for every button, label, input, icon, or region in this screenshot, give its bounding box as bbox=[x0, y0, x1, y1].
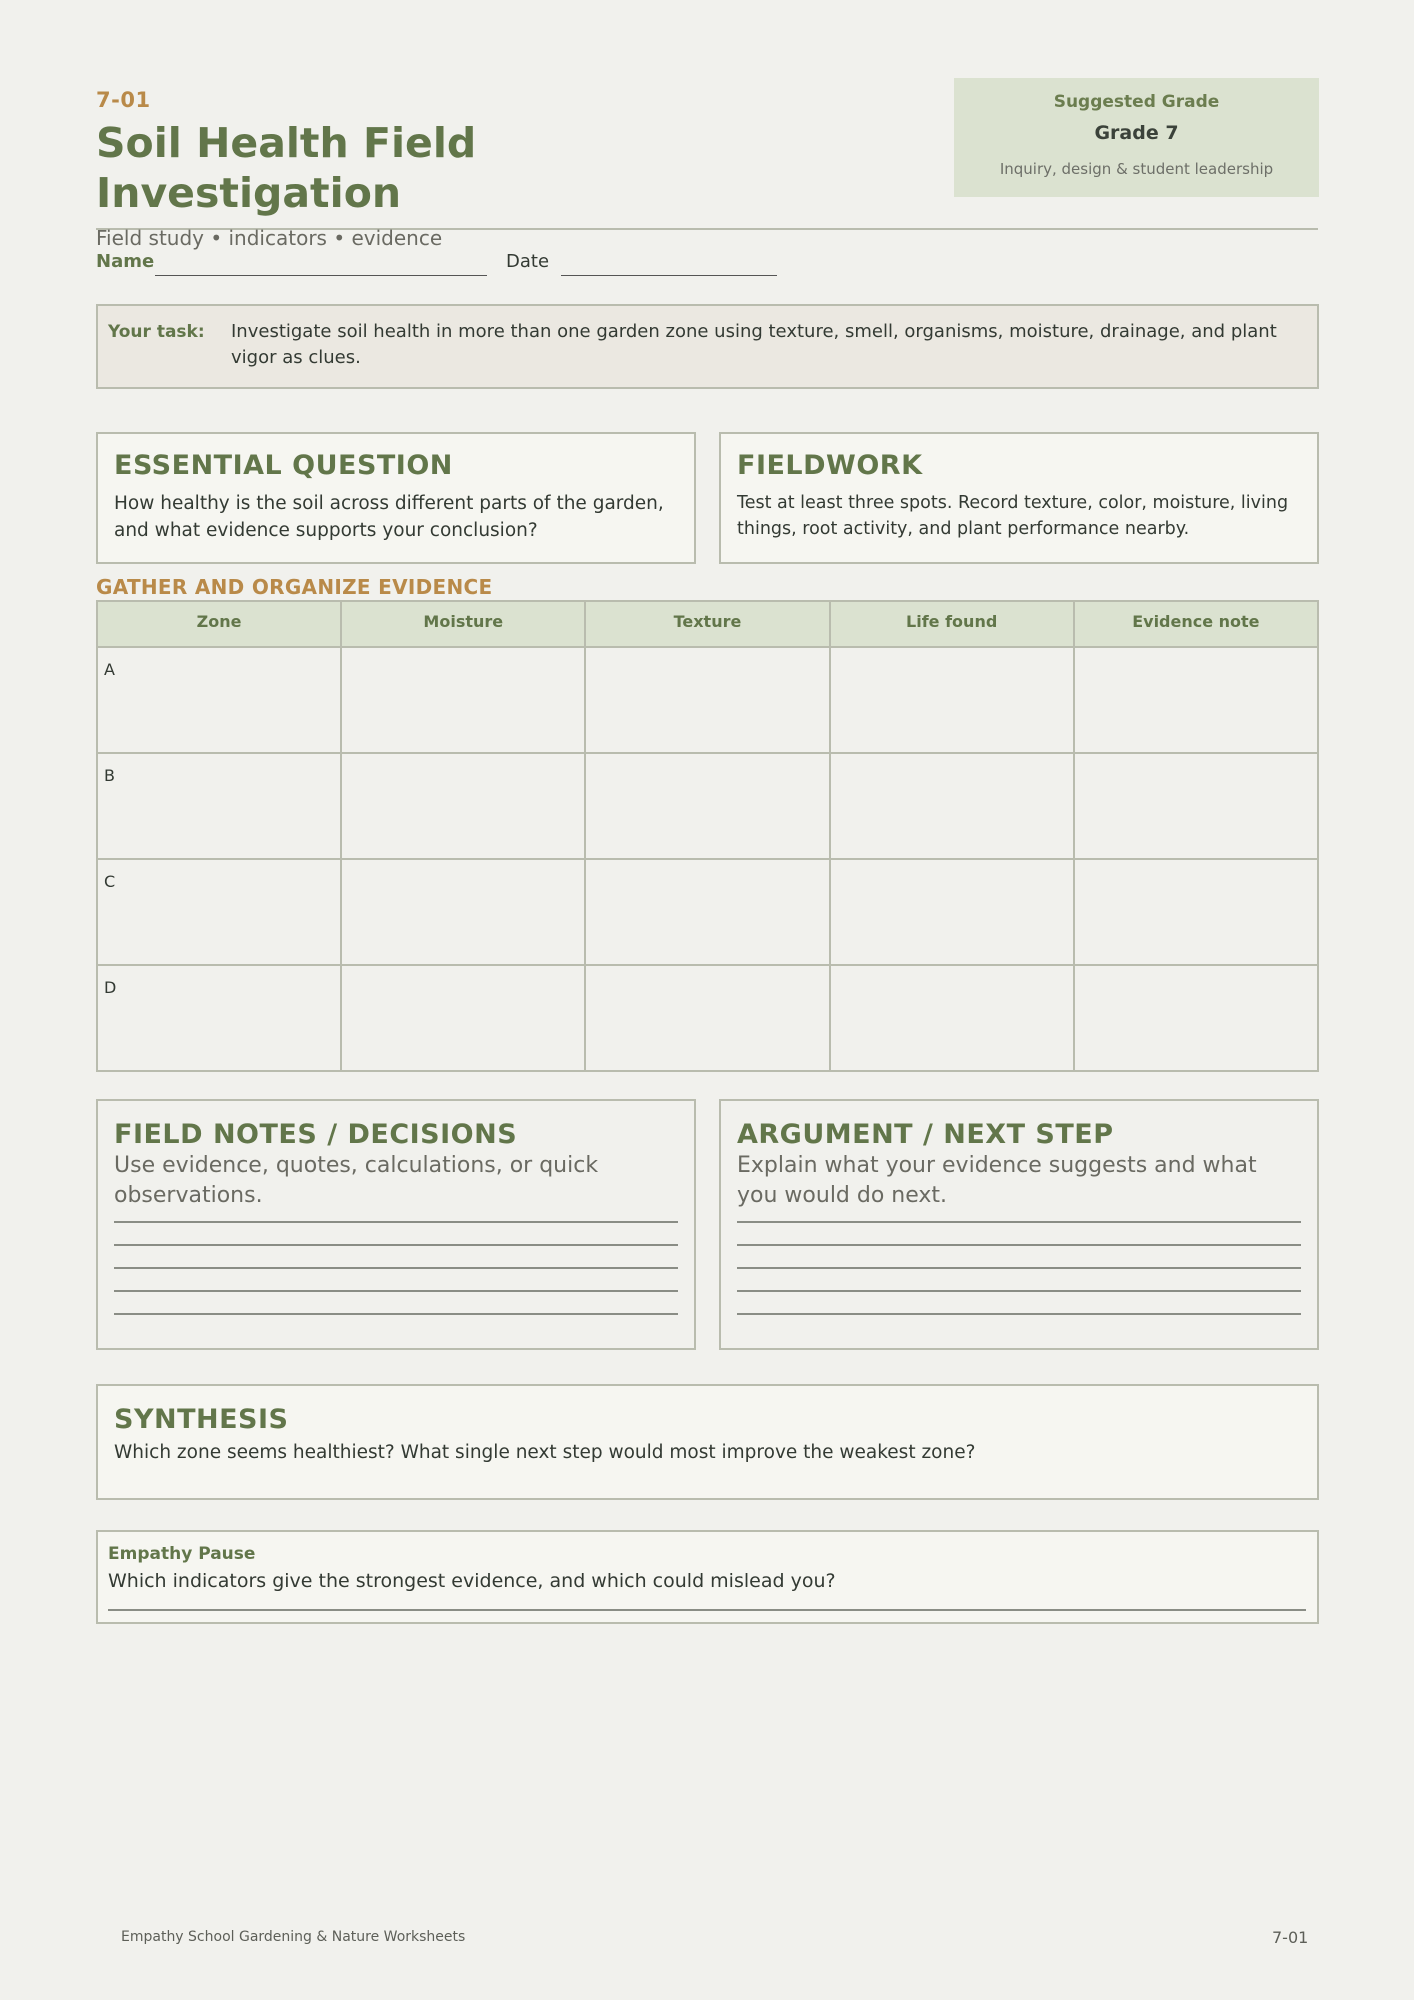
life-found-cell[interactable] bbox=[830, 753, 1074, 859]
texture-cell[interactable] bbox=[585, 859, 829, 965]
life-found-cell[interactable] bbox=[830, 965, 1074, 1071]
writing-line[interactable] bbox=[737, 1244, 1301, 1246]
writing-line[interactable] bbox=[737, 1267, 1301, 1269]
empathy-pause-text: Which indicators give the strongest evidence, and which could mislead you? bbox=[108, 1570, 836, 1592]
writing-line[interactable] bbox=[108, 1609, 1306, 1611]
suggested-grade-box bbox=[954, 78, 1319, 197]
page-subtitle: Field study • indicators • evidence bbox=[96, 226, 443, 250]
footer-publisher: Empathy School Gardening & Nature Worksheets bbox=[121, 1929, 466, 1945]
date-label: Date bbox=[506, 251, 550, 272]
evidence-table-header bbox=[97, 601, 1318, 647]
evidence-note-cell[interactable] bbox=[1074, 965, 1318, 1071]
writing-line[interactable] bbox=[114, 1267, 678, 1269]
moisture-cell[interactable] bbox=[341, 753, 585, 859]
empathy-pause-card bbox=[96, 1530, 1319, 1624]
texture-cell[interactable] bbox=[585, 753, 829, 859]
column-header-evidence-note: Evidence note bbox=[1074, 601, 1318, 647]
writing-line[interactable] bbox=[737, 1221, 1301, 1223]
argument-prompt: Explain what your evidence suggests and what you would do next. bbox=[737, 1153, 1257, 1208]
fieldwork-text: Test at least three spots. Record texture, color, moisture, living things, root activity, and plant performance nearby. bbox=[737, 493, 1289, 539]
zone-cell: C bbox=[97, 859, 341, 965]
zone-cell: A bbox=[97, 647, 341, 753]
writing-line[interactable] bbox=[114, 1244, 678, 1246]
moisture-cell[interactable] bbox=[341, 647, 585, 753]
column-header-texture: Texture bbox=[585, 601, 829, 647]
synthesis-title: SYNTHESIS bbox=[114, 1404, 289, 1435]
moisture-cell[interactable] bbox=[341, 859, 585, 965]
column-header-life-found: Life found bbox=[830, 601, 1074, 647]
column-header-moisture: Moisture bbox=[341, 601, 585, 647]
page-title: Soil Health Field Investigation bbox=[96, 119, 477, 217]
grade-label: Suggested Grade bbox=[1053, 92, 1220, 112]
argument-card bbox=[719, 1099, 1319, 1350]
zone-cell: B bbox=[97, 753, 341, 859]
task-label: Your task: bbox=[108, 322, 205, 342]
essential-question-card bbox=[96, 432, 696, 564]
life-found-cell[interactable] bbox=[830, 647, 1074, 753]
evidence-heading: GATHER AND ORGANIZE EVIDENCE bbox=[96, 575, 493, 599]
writing-line[interactable] bbox=[737, 1313, 1301, 1315]
fieldwork-card bbox=[719, 432, 1319, 564]
writing-line[interactable] bbox=[114, 1221, 678, 1223]
fieldwork-title: FIELDWORK bbox=[737, 450, 923, 481]
worksheet-code: 7-01 bbox=[96, 88, 151, 112]
argument-title: ARGUMENT / NEXT STEP bbox=[737, 1119, 1114, 1150]
grade-value: Grade 7 bbox=[1094, 122, 1179, 144]
texture-cell[interactable] bbox=[585, 647, 829, 753]
grade-description: Inquiry, design & student leadership bbox=[999, 160, 1274, 178]
synthesis-text: Which zone seems healthiest? What single next step would most improve the weakest zone? bbox=[114, 1442, 976, 1463]
empathy-pause-title: Empathy Pause bbox=[108, 1544, 256, 1564]
writing-line[interactable] bbox=[737, 1290, 1301, 1292]
table-row bbox=[97, 647, 1318, 753]
essential-question-text: How healthy is the soil across different parts of the garden, and what evidence supports your conclusion? bbox=[114, 493, 664, 541]
date-field[interactable] bbox=[561, 275, 777, 276]
life-found-cell[interactable] bbox=[830, 859, 1074, 965]
name-label: Name bbox=[96, 251, 155, 272]
name-field[interactable] bbox=[155, 275, 487, 276]
evidence-table bbox=[96, 600, 1319, 1072]
field-notes-title: FIELD NOTES / DECISIONS bbox=[114, 1119, 518, 1150]
table-row bbox=[97, 753, 1318, 859]
field-notes-card bbox=[96, 1099, 696, 1350]
table-row bbox=[97, 859, 1318, 965]
task-text: Investigate soil health in more than one garden zone using texture, smell, organisms, moisture, drainage, and plant vigor as clues. bbox=[231, 321, 1277, 368]
evidence-note-cell[interactable] bbox=[1074, 753, 1318, 859]
synthesis-card bbox=[96, 1384, 1319, 1500]
task-box bbox=[96, 304, 1319, 389]
table-row bbox=[97, 965, 1318, 1071]
field-notes-prompt: Use evidence, quotes, calculations, or quick observations. bbox=[114, 1153, 599, 1208]
evidence-note-cell[interactable] bbox=[1074, 647, 1318, 753]
zone-cell: D bbox=[97, 965, 341, 1071]
essential-question-title: ESSENTIAL QUESTION bbox=[114, 450, 453, 481]
footer-page-code: 7-01 bbox=[1272, 1928, 1309, 1947]
writing-line[interactable] bbox=[114, 1313, 678, 1315]
evidence-note-cell[interactable] bbox=[1074, 859, 1318, 965]
column-header-zone: Zone bbox=[97, 601, 341, 647]
writing-line[interactable] bbox=[114, 1290, 678, 1292]
texture-cell[interactable] bbox=[585, 965, 829, 1071]
moisture-cell[interactable] bbox=[341, 965, 585, 1071]
